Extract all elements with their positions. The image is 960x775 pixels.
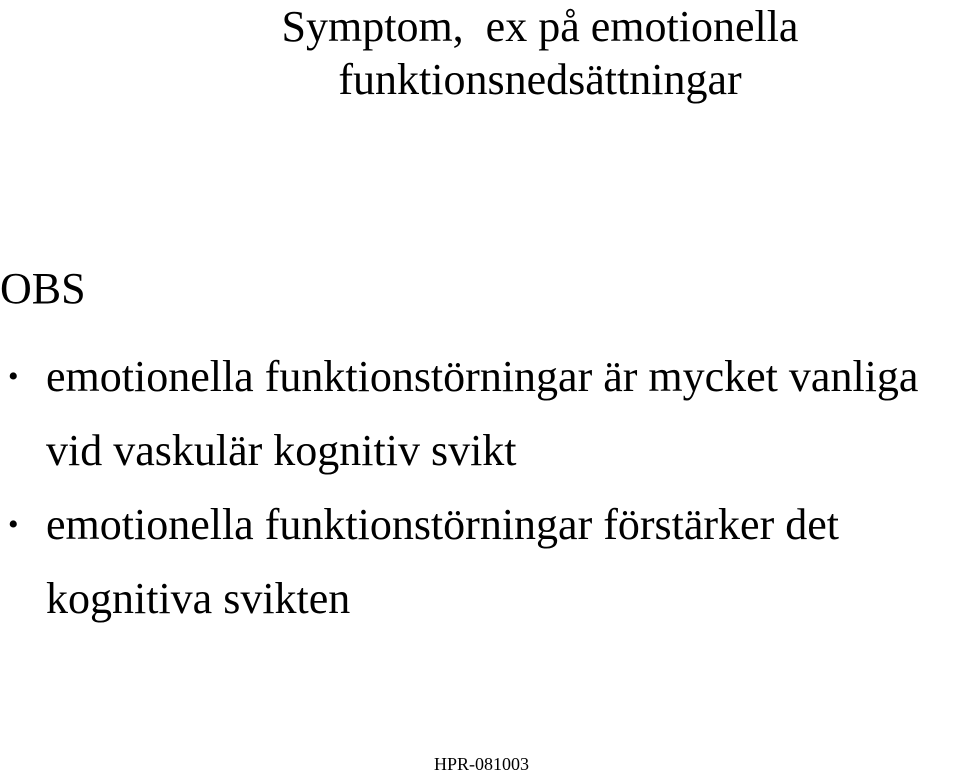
bullet-text-1: emotionella funktionstörningar är mycket vanliga vid vaskulär kognitiv svikt xyxy=(46,352,919,475)
bullet-item-2 xyxy=(0,488,960,636)
bullet-list xyxy=(0,340,960,636)
bullet-text-2: emotionella funktionstörningar förstärker det kognitiva svikten xyxy=(46,500,839,623)
bullet-item-1 xyxy=(0,340,960,488)
obs-label: OBS xyxy=(0,264,86,313)
slide-footer: HPR-081003 xyxy=(434,754,530,774)
slide-title-line-2: funktionsnedsättningar xyxy=(338,55,742,104)
slide-title-line-1: Symptom, ex på emotionella xyxy=(281,2,799,51)
bullet-dot-icon: • xyxy=(8,360,19,393)
slide-title xyxy=(150,0,930,106)
bullet-dot-icon: • xyxy=(8,508,19,541)
